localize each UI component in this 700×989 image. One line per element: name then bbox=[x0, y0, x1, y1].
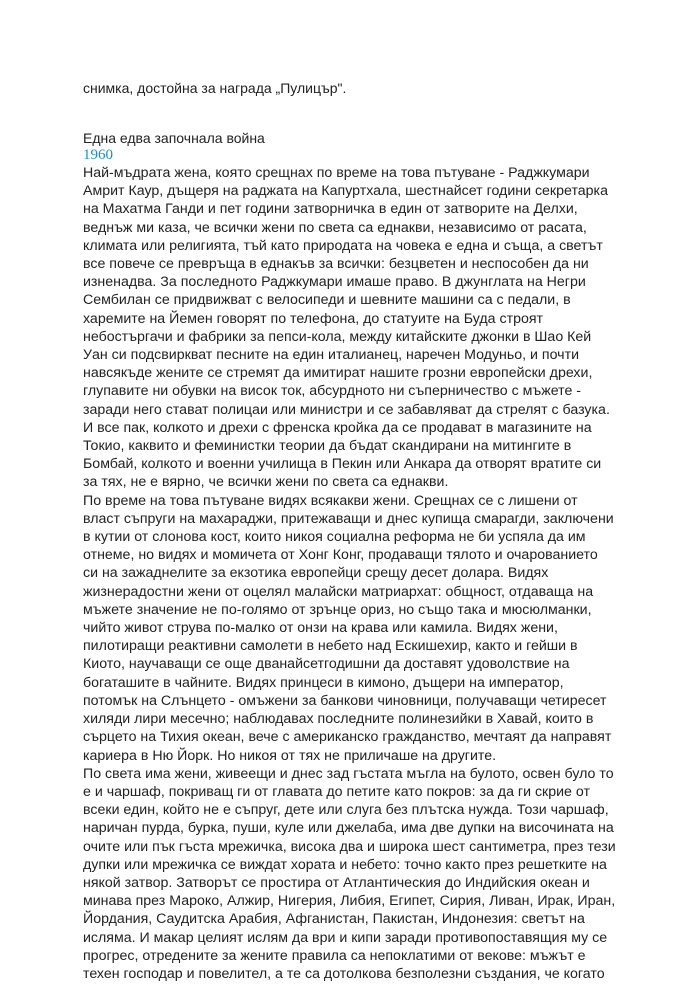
paragraph-2 bbox=[83, 492, 623, 765]
text-line: отнеме, но видях и момичета от Хонг Конг, продаващи тялото и очарованието bbox=[83, 547, 598, 564]
text-line: глупавите ни обувки на висок ток, абсурдното ни съперничество с мъжете - bbox=[83, 383, 582, 400]
text-line: климата или религията, тъй като природата на човека е една и съща, а светът bbox=[83, 237, 603, 254]
text-line: власт съпруги на махараджи, притежаващи и днес купища смарагди, заключени bbox=[83, 510, 614, 527]
text-line: По света има жени, живеещи и днес зад гъстата мъгла на булото, освен було то bbox=[83, 765, 614, 782]
carry-over-line: снимка, достойна за награда „Пулицър". bbox=[83, 80, 347, 96]
chapter-title: Една едва започнала война bbox=[83, 130, 265, 146]
text-line: пилотиращи реактивни самолети в небето над Ескишехир, както и гейши в bbox=[83, 638, 578, 655]
chapter-section bbox=[83, 130, 623, 983]
text-line: богаташите в чайните. Видях принцеси в кимоно, дъщери на император, bbox=[83, 674, 564, 691]
text-line: минава през Мароко, Алжир, Нигерия, Либия, Египет, Сирия, Ливан, Ирак, Иран, bbox=[83, 893, 616, 910]
text-line: веднъж ми каза, че всички жени по света са еднакви, независимо от расата, bbox=[83, 219, 587, 236]
text-line: Йордания, Саудитска Арабия, Афганистан, Пакистан, Индонезия: светът на bbox=[83, 911, 585, 928]
text-line: дупки или мрежичка се виждат хората и небето: точно както през решетките на bbox=[83, 856, 607, 873]
text-line: си на зажаднелите за екзотика европейци срещу десет долара. Видях bbox=[83, 565, 549, 582]
text-line: прогрес, отредените за жените правила са непоклатими от векове: мъжът е bbox=[83, 947, 586, 964]
paragraph-1 bbox=[83, 164, 623, 492]
text-line: за тях, не е вярно, че всички жени по света са еднакви. bbox=[83, 474, 449, 491]
text-line: Сембилан се придвижват с велосипеди и шевните машини са с педали, в bbox=[83, 292, 571, 309]
text-line: исляма. И макар целият ислям да ври и кипи заради противопоставящия му се bbox=[83, 929, 608, 946]
text-line: очите или пък гъста мрежичка, висока два и широка шест сантиметра, през тези bbox=[83, 838, 616, 855]
text-line: в кутии от слонова кост, които никоя социална реформа не би успяла да им bbox=[83, 529, 586, 546]
text-line: потомък на Слънцето - омъжени за банкови чиновници, получаващи четиресет bbox=[83, 692, 607, 709]
text-line: мъжете значение не по-голямо от зрънце ориз, но също така и мюсюлманки, bbox=[83, 601, 592, 618]
text-line: харемите на Йемен говорят по телефона, до статуите на Буда строят bbox=[83, 310, 544, 327]
text-line: навсякъде жените се стремят да имитират нашите грозни европейски дрехи, bbox=[83, 365, 593, 382]
text-line: чийто живот струва по-малко от онзи на крава или камила. Видях жени, bbox=[83, 620, 558, 637]
text-line: някой затвор. Затворът се простира от Атлантическия до Индийския океан и bbox=[83, 874, 590, 891]
text-line: Бомбай, колкото и военни училища в Пекин или Анкара да отворят вратите си bbox=[83, 456, 602, 473]
text-line: жизнерадостни жени от оцелял малайски матриархат: общност, отдаваща на bbox=[83, 583, 594, 600]
text-line: кариера в Ню Йорк. Но никоя от тях не приличаше на другите. bbox=[83, 747, 497, 764]
text-line: на Махатма Ганди и пет години затворничка в един от затворите на Делхи, bbox=[83, 201, 578, 218]
paragraph-3 bbox=[83, 765, 623, 983]
text-line: сърцето на Тихия океан, вече с американско гражданство, мечтаят да направят bbox=[83, 729, 612, 746]
text-line: изненадва. За последното Раджкумари имаше право. В джунглата на Негри bbox=[83, 274, 586, 291]
text-line: е и чаршаф, покриващ ги от главата до петите като покров: за да ги скрие от bbox=[83, 783, 590, 800]
text-line: всеки един, който не е съпруг, дете или слуга без плътска нужда. Този чаршаф, bbox=[83, 802, 609, 819]
text-line: техен господар и повелител, а те са дотолкова безполезни създания, че когато bbox=[83, 965, 605, 982]
text-line: хиляди лири месечно; наблюдавах последните полинезийки в Хавай, които в bbox=[83, 711, 594, 728]
text-line: Киото, научаващи се още дванайсетгодишни да доставят удоволствие на bbox=[83, 656, 570, 673]
text-line: Най-мъдрата жена, която срещнах по време на това пътуване - Раджкумари bbox=[83, 165, 590, 181]
text-line: все повече се превръща в еднакъв за всички: безцветен и неспособен да ни bbox=[83, 256, 589, 273]
text-line: Токио, каквито и феминистки теории да бъдат скандирани на митингите в bbox=[83, 438, 572, 455]
text-line: По време на това пътуване видях всякакви жени. Срещнах се с лишени от bbox=[83, 492, 578, 509]
chapter-year: 1960 bbox=[83, 147, 113, 163]
text-line: Уан си подсвиркват песните на един италианец, наречен Модуньо, и почти bbox=[83, 347, 579, 364]
text-line: Амрит Каур, дъщеря на раджата на Капуртхала, шестнайсет години секретарка bbox=[83, 183, 608, 200]
text-line: И все пак, колкото и дрехи с френска кройка да се продават в магазините на bbox=[83, 419, 592, 436]
text-line: небостъргачи и фабрики за пепси-кола, между китайските джонки в Шао Кей bbox=[83, 328, 592, 345]
text-line: заради него стават полицаи или министри и се забавляват да стрелят с базука. bbox=[83, 401, 610, 418]
text-line: наричан пурда, бурка, пуши, куле или джелаба, има две дупки на височината на bbox=[83, 820, 614, 837]
